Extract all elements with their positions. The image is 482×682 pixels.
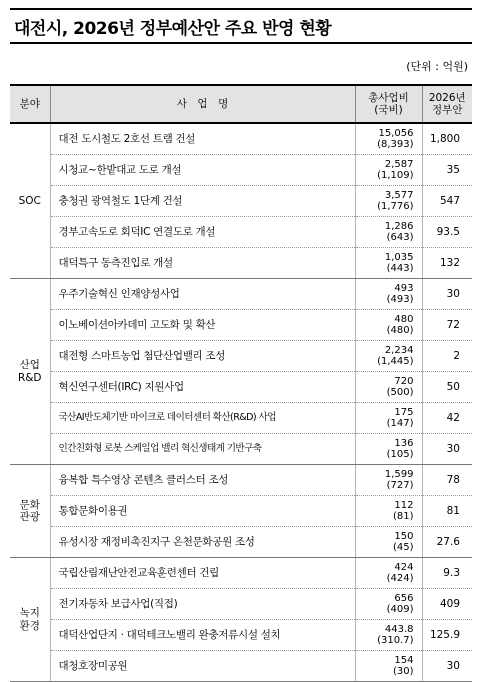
national-cost-value: (105)	[386, 449, 414, 460]
project-name-cell: 경부고속도로 회덕IC 연결도로 개설	[50, 217, 355, 248]
total-cost-value: 2,587	[384, 158, 414, 170]
project-name-cell: 대청호장미공원	[50, 651, 355, 682]
project-name-cell: 국립산림재난안전교육훈련센터 건립	[50, 558, 355, 589]
table-row	[10, 341, 472, 372]
gov2026-value-cell: 81	[422, 496, 472, 527]
total-cost-cell	[355, 248, 422, 279]
table-row	[10, 403, 472, 434]
table-row	[10, 558, 472, 589]
national-cost-value: (727)	[386, 480, 414, 491]
total-cost-value: 150	[394, 530, 414, 542]
national-cost-value: (1,109)	[377, 170, 414, 181]
total-cost-value: 424	[394, 561, 414, 573]
total-cost-cell	[355, 558, 422, 589]
project-name-cell: 우주기술혁신 인재양성사업	[50, 279, 355, 310]
total-cost-value: 3,577	[384, 189, 414, 201]
total-cost-cell	[355, 465, 422, 496]
total-cost-value: 493	[394, 282, 414, 294]
project-name-cell: 통합문화이용권	[50, 496, 355, 527]
national-cost-value: (409)	[386, 604, 414, 615]
total-cost-value: 1,599	[384, 468, 414, 480]
table-row	[10, 589, 472, 620]
category-label-line1: 녹지	[19, 607, 40, 620]
gov2026-value-cell: 35	[422, 155, 472, 186]
header-total	[355, 85, 422, 123]
national-cost-value: (8,393)	[377, 139, 414, 150]
total-cost-cell	[355, 527, 422, 558]
table-row	[10, 248, 472, 279]
total-cost-cell	[355, 310, 422, 341]
category-label-line2: 환경	[19, 619, 40, 632]
gov2026-value-cell: 9.3	[422, 558, 472, 589]
header-total-line2: (국비)	[374, 104, 403, 116]
title-bottom-rule	[10, 42, 472, 44]
gov2026-value-cell: 93.5	[422, 217, 472, 248]
total-cost-value: 136	[394, 437, 414, 449]
gov2026-value-cell: 2	[422, 341, 472, 372]
gov2026-value-cell: 30	[422, 651, 472, 682]
national-cost-value: (81)	[392, 511, 414, 522]
gov2026-value-cell: 1,800	[422, 123, 472, 155]
total-cost-cell	[355, 341, 422, 372]
national-cost-value: (493)	[386, 294, 414, 305]
project-name-cell: 유성시장 재정비촉진지구 온천문화공원 조성	[50, 527, 355, 558]
national-cost-value: (30)	[392, 666, 414, 677]
table-row	[10, 372, 472, 403]
project-name-cell: 대덕산업단지 · 대덕테크노밸리 완충저류시설 설치	[50, 620, 355, 651]
header-gov2026	[422, 85, 472, 123]
total-cost-value: 656	[394, 592, 414, 604]
gov2026-value-cell: 132	[422, 248, 472, 279]
total-cost-cell	[355, 372, 422, 403]
category-label-line2: R&D	[17, 371, 42, 384]
table-row	[10, 465, 472, 496]
total-cost-value: 1,286	[384, 220, 414, 232]
national-cost-value: (500)	[386, 387, 414, 398]
category-label-line1: 산업	[19, 359, 40, 372]
category-cell	[10, 465, 50, 558]
gov2026-value-cell: 30	[422, 434, 472, 465]
total-cost-value: 2,234	[384, 344, 414, 356]
header-project: 사 업 명	[50, 85, 355, 123]
total-cost-cell	[355, 589, 422, 620]
category-cell	[10, 123, 50, 279]
gov2026-value-cell: 42	[422, 403, 472, 434]
national-cost-value: (147)	[386, 418, 414, 429]
total-cost-value: 480	[394, 313, 414, 325]
total-cost-value: 1,035	[384, 251, 414, 263]
total-cost-value: 112	[394, 499, 414, 511]
project-name-cell: 융복합 특수영상 콘텐츠 클러스터 조성	[50, 465, 355, 496]
total-cost-cell	[355, 403, 422, 434]
national-cost-value: (310.7)	[377, 635, 414, 646]
header-gov-line1: 2026년	[428, 91, 466, 104]
total-cost-cell	[355, 217, 422, 248]
project-name-cell: 충청권 광역철도 1단계 건설	[50, 186, 355, 217]
budget-table	[10, 84, 472, 682]
gov2026-value-cell: 72	[422, 310, 472, 341]
category-cell	[10, 279, 50, 465]
national-cost-value: (45)	[392, 542, 414, 553]
title-top-rule	[10, 8, 472, 10]
project-name-cell: 대전형 스마트농업 첨단산업밸리 조성	[50, 341, 355, 372]
total-cost-cell	[355, 496, 422, 527]
gov2026-value-cell: 547	[422, 186, 472, 217]
national-cost-value: (1,445)	[377, 356, 414, 367]
total-cost-cell	[355, 434, 422, 465]
header-total-line1: 총사업비	[368, 91, 409, 104]
page-title: 대전시, 2026년 정부예산안 주요 반영 현황	[14, 19, 332, 39]
table-row	[10, 279, 472, 310]
national-cost-value: (1,776)	[377, 201, 414, 212]
total-cost-cell	[355, 620, 422, 651]
gov2026-value-cell: 27.6	[422, 527, 472, 558]
national-cost-value: (443)	[386, 263, 414, 274]
total-cost-cell	[355, 279, 422, 310]
project-name-cell: 대전 도시철도 2호선 트램 건설	[50, 123, 355, 155]
total-cost-cell	[355, 651, 422, 682]
table-header-row	[10, 85, 472, 123]
project-name-cell: 대덕특구 동측진입로 개설	[50, 248, 355, 279]
total-cost-cell	[355, 186, 422, 217]
table-row	[10, 620, 472, 651]
national-cost-value: (424)	[386, 573, 414, 584]
header-gov-line2: 정부안	[432, 104, 463, 116]
project-name-cell: 전기자동차 보급사업(직접)	[50, 589, 355, 620]
gov2026-value-cell: 50	[422, 372, 472, 403]
total-cost-cell	[355, 155, 422, 186]
total-cost-value: 154	[394, 654, 414, 666]
table-row	[10, 434, 472, 465]
gov2026-value-cell: 409	[422, 589, 472, 620]
gov2026-value-cell: 30	[422, 279, 472, 310]
table-body	[10, 123, 472, 682]
total-cost-value: 443.8	[384, 623, 414, 635]
project-name-cell: 시청교~한밭대교 도로 개설	[50, 155, 355, 186]
table-row	[10, 155, 472, 186]
category-label-line1: SOC	[18, 194, 41, 207]
category-label-line1: 문화	[19, 498, 40, 511]
national-cost-value: (643)	[386, 232, 414, 243]
header-category: 분야	[10, 85, 50, 123]
total-cost-value: 720	[394, 375, 414, 387]
table-row	[10, 496, 472, 527]
project-name-cell: 혁신연구센터(IRC) 지원사업	[50, 372, 355, 403]
table-row	[10, 651, 472, 682]
table-row	[10, 527, 472, 558]
project-name-cell: 이노베이션아카데미 고도화 및 확산	[50, 310, 355, 341]
total-cost-value: 175	[394, 406, 414, 418]
total-cost-cell	[355, 123, 422, 155]
unit-note: (단위 : 억원)	[406, 60, 468, 73]
gov2026-value-cell: 78	[422, 465, 472, 496]
gov2026-value-cell: 125.9	[422, 620, 472, 651]
category-cell	[10, 558, 50, 682]
total-cost-value: 15,056	[378, 127, 414, 139]
table-row	[10, 186, 472, 217]
table-row	[10, 310, 472, 341]
category-label-line2: 관광	[19, 511, 40, 523]
project-name-cell: 국산AI반도체기반 마이크로 데이터센터 확산(R&D) 사업	[50, 403, 355, 434]
table-row	[10, 217, 472, 248]
national-cost-value: (480)	[386, 325, 414, 336]
table-row	[10, 123, 472, 155]
project-name-cell: 인간친화형 로봇 스케일업 밸리 혁신생태계 기반구축	[50, 434, 355, 465]
